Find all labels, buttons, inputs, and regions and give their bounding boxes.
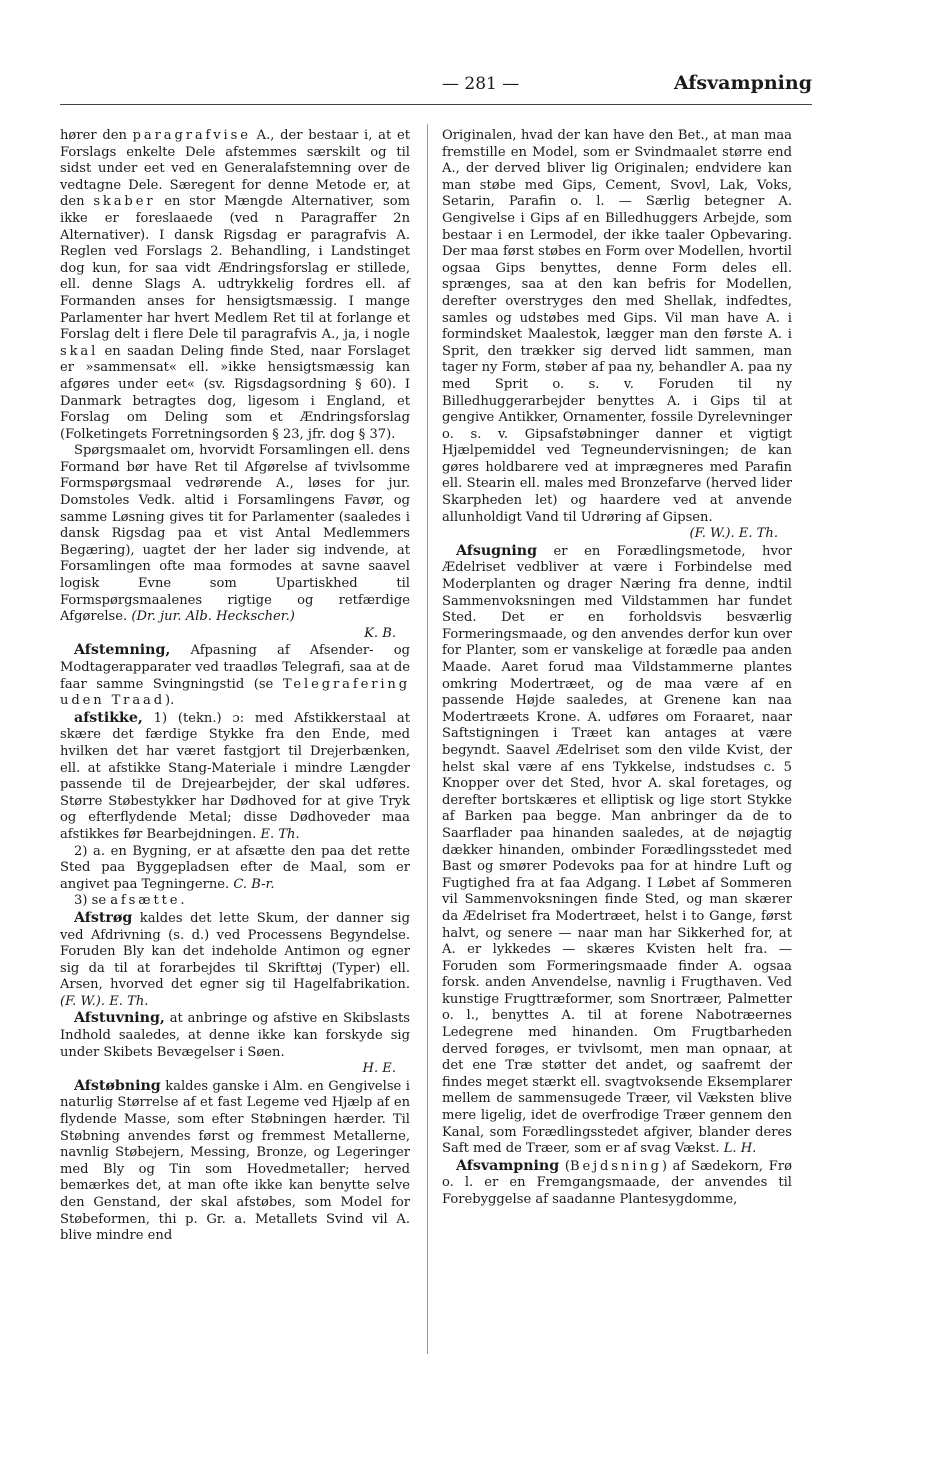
entry-afstikke-2: 2) a. en Bygning, er at afsætte den paa det rette Sted paa Byggepladsen efter de Maal, som er angivet paa Tegningerne. C. B-r. xyxy=(60,843,410,892)
signature: (F. W.). E. Th. xyxy=(689,526,778,542)
header-rule xyxy=(60,104,812,105)
signature: (F. W.). E. Th. xyxy=(60,993,149,1009)
entry-afstrog: Afstrøg kaldes det lette Skum, der danner sig ved Afdrivning (s. d.) ved Processens Begyndelse. Foruden Bly kan det indeholde Antimon og egner sig da til at forarbejdes til Skrifttøj (Typer) ell. Arsen, hvorved det egner sig til Hagelfabrikation. (F. W.). E. Th. xyxy=(60,909,410,1009)
signature: C. B-r. xyxy=(233,876,275,892)
headword: Afstemning, xyxy=(74,642,171,659)
entry-afsvampning: Afsvampning (Bejdsning) af Sædekorn, Frø o. l. er en Fremgangsmaade, der anvendes til Forebyggelse af saadanne Plantesygdomme, xyxy=(442,1157,792,1207)
entry-paragraph: Spørgsmaalet om, hvorvidt Forsamlingen ell. dens Formand bør have Ret til Afgørelse af tvivlsomme Formspørgsmaal vedrørende A., løses for jur. Domstoles Vedk. altid i Forsamlingens Favør, og samme Løsning gives tit for Parlamenter (saaledes i dansk Rigsdag paa et vist Antal Medlemmers Begæring), uagtet der her lader sig indvende, at Forsamlingen ofte maa formodes at savne saavel logisk Evne som Upartiskhed til Formspørgsmaalenes rigtige og retfærdige Afgørelse. (Dr. jur. Alb. Heckscher.) K. B. xyxy=(60,443,410,641)
headword: Afstrøg xyxy=(74,909,133,926)
headword: Afsugning xyxy=(456,542,538,559)
page-number: — 281 — xyxy=(442,74,520,94)
headword: Afstøbning xyxy=(74,1077,161,1094)
headword: Afstuvning, xyxy=(74,1010,165,1027)
entry-continuation: Originalen, hvad der kan have den Bet., at man maa fremstille en Model, som er Svindmaalet større end A., der derved bliver lig Originalen; endvidere kan man støbe med Gips, Cement, Svovl, Lak, Voks, Setarin, Parafin o. l. — Særlig betegner A. Gengivelse i Gips af en Billedhuggers Arbejde, som bestaar i en Lermodel, der ikke taaler Opbevaring. Der maa først støbes en Form over Modellen, hvortil ogsaa Gips benyttes, denne Form deles ell. sprænges, saa at den kan befris for Modellen, derefter overstryges den med Shellak, indfedtes, samles og udstøbes med Gips. Vil man have A. i formindsket Maalestok, lægger man den første A. i Sprit, den trækker sig derved lidt sammen, man tager ny Form, støber af paa ny, behandler A. paa ny med Sprit o. s. v. Foruden til ny Billedhuggerarbejder benyttes A. i Gips til at gengive Antikker, Ornamenter, fossile Dyrelevninger o. s. v. Gipsafstøbninger danner et vigtigt Hjælpemiddel ved Tegneundervisningen; de kan gøres holdbarere ved at imprægneres med Parafin ell. Stearin ell. males med Bronzefarve (herved lider Skarpheden let) og haardere ved at anvende allunholdigt Vand til Udrøring af Gipsen. (F. W.). E. Th. xyxy=(442,128,792,542)
right-column xyxy=(442,128,792,1209)
signature: H. E. xyxy=(362,1061,396,1077)
entry-continuation: hører den paragrafvise A., der bestaar i, at et Forslags enkelte Dele afstemmes særskilt og til sidst under eet ved en Generalafstemning over de vedtagne Dele. Særegent for denne Metode er, at den skaber en stor Mængde Alternativer, som ikke er foreslaaede (ved n Paragraffer 2n Alternativer). I dansk Rigsdag er paragrafvis A. Reglen ved Forslags 2. Behandling, i Landstinget dog kun, for saa vidt Ændringsforslag er stillede, ell. denne Slags A. udtrykkelig fordres ell. af Formanden anses for hensigtsmæssig. I mange Parlamenter har hvert Medlem Ret til at forlange et Forslag delt i flere Dele til paragrafvis A., ja, i nogle skal en saadan Deling finde Sted, naar Forslaget er »sammensat« ell. »ikke hensigtsmæssig kan afgøres under eet« (sv. Rigsdagsordning § 60). I Danmark betragtes dog, ligesom i England, et Forslag om Deling som et Ændringsforslag (Folketingets Forretningsorden § 23, jfr. dog § 37). xyxy=(60,128,410,442)
page-header xyxy=(60,72,812,102)
left-column xyxy=(60,128,410,1245)
headword: afstikke, xyxy=(74,709,143,726)
column-divider xyxy=(427,124,428,1354)
entry-afstobning: Afstøbning kaldes ganske i Alm. en Gengivelse i naturlig Størrelse af et fast Legeme ved Hjælp af en flydende Masse, som efter Støbningen hærder. Til Støbning anvendes først og fremmest Metallerne, navnlig Støbejern, Messing, Bronze, og Legeringer med Bly og Tin som Hovedmetaller; herved bemærkes det, at man ofte ikke kan benytte selve den Genstand, der skal afstøbes, som Model for Støbeformen, thi p. Gr. a. Metallets Svind vil A. blive mindre end xyxy=(60,1077,410,1244)
headword: Afsvampning xyxy=(456,1157,560,1174)
entry-afstemning: Afstemning, Afpasning af Afsender- og Modtagerapparater ved traadløs Telegrafi, saa at de faar samme Svingningstid (se Telegrafering uden Traad). xyxy=(60,642,410,709)
entry-afstikke-3: 3) se afsætte. xyxy=(74,893,185,909)
signature: E. Th. xyxy=(260,826,300,842)
signature: (Dr. jur. Alb. Heckscher.) xyxy=(131,609,295,625)
running-head: Afsvampning xyxy=(673,72,812,94)
entry-afsugning: Afsugning er en Forædlingsmetode, hvor Ædelriset vedbliver at være i Forbindelse med Moderplanten og drager Næring fra denne, indtil Sammenvoksningen med Vildstammen har fundet Sted. Det er en forholdsvis besværlig Formeringsmaade, og den anvendes derfor kun over for Planter, som er vanskelige at forædle paa anden Maade. Aaret forud maa Vildstammerne plantes omkring Modertræet, og de maa være af en passende Højde saaledes, at Grenene kan naa Modertræets Krone. A. udføres om Foraaret, naar Saftstigningen i Træet kan antages at være begyndt. Saavel Ædelriset som den vilde Kvist, der helst skal være af ens Tykkelse, indstudses c. 5 Knopper over det Sted, hvor A. skal foretages, og derefter bortskæres et elliptisk og lige stort Stykke af Barken paa begge. Man anbringer da de to Saarflader paa hinanden saaledes, at de nøjagtig dækker hinanden, ombinder Forædlingsstedet med Bast og smører Podevoks paa for at hindre Luft og Fugtighed fra at faa Adgang. I Løbet af Sommeren vil Sammenvoksningen finde Sted, og man skærer da Ædelriset fra Modertræet, helst i to Gange, først halvt, og senere — naar man har Sikkerhed for, at A. er lykkedes — skæres Kvisten helt fra. — Foruden som Formeringsmaade finder A. ogsaa forsk. anden Anvendelse, navnlig i Frugthaven. Ved kunstige Frugttræformer, som Snortræer, Palmetter o. l., benyttes A. til at forene Nabotræernes Ledegrene med hinanden. Om Frugtbarheden derved forøges, er tvivlsomt, men man opnaar, at det ene Træ støtter det andet, og saafremt der findes meget stærkt ell. svagtvoksende Eksemplarer mellem de sammensugede Træer, vil Væksten blive mere ligelig, idet de overfrodige Træer gennem den Kanal, som Forædlingsstedet afgiver, blander deres Saft med de Træer, som er af svag Vækst. L. H. xyxy=(442,542,792,1157)
entry-afstikke: afstikke, 1) (tekn.) ɔ: med Afstikkerstaal at skære det færdige Stykke fra den Ende, med hvilken det har været fastgjort til Drejerbænken, ell. at afstikke Stang-Materiale i mindre Længder passende til de Drejearbejder, der skal udføres. Større Støbestykker har Dødhoved for at give Tryk og efterflydende Metal; disse Dødhoveder maa afstikkes før Bearbejdningen. E. Th. xyxy=(60,709,410,842)
signature: L. H. xyxy=(723,1141,757,1157)
signature: K. B. xyxy=(364,625,396,641)
entry-afstuvning: Afstuvning, at anbringe og afstive en Skibslasts Indhold saaledes, at denne ikke kan forskyde sig under Skibets Bevægelser i Søen. H. E. xyxy=(60,1010,410,1077)
